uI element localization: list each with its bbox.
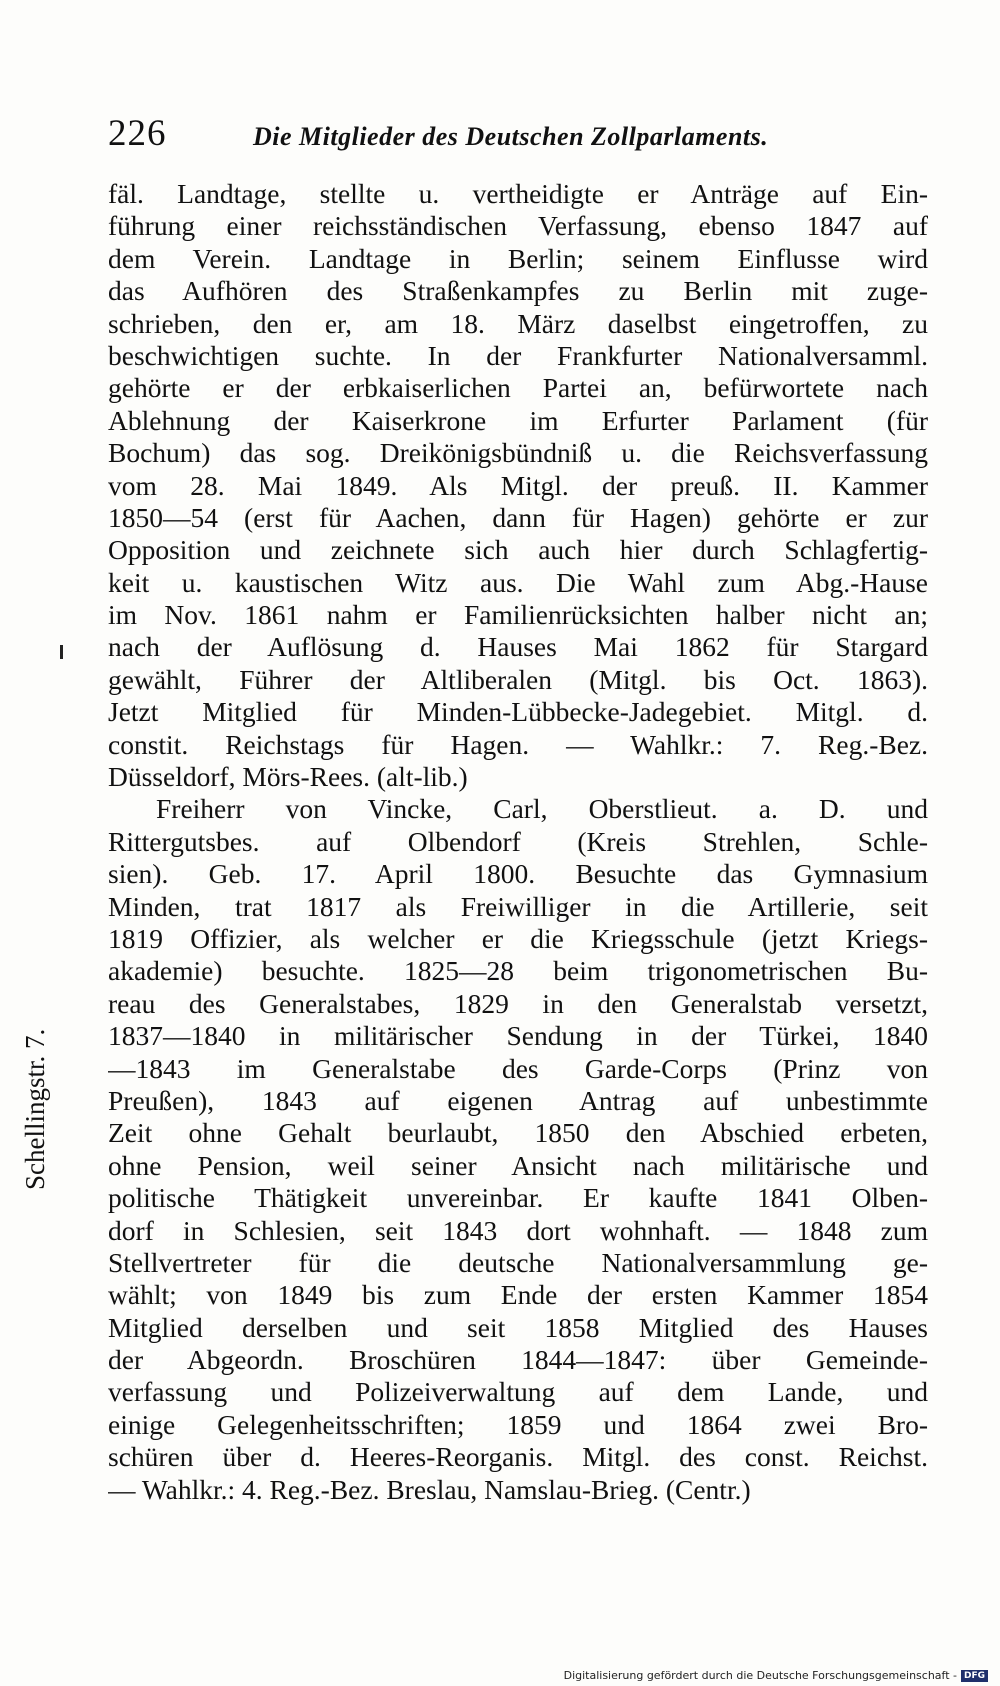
text-line: Zeit ohne Gehalt beurlaubt, 1850 den Abschied erbeten, bbox=[108, 1117, 928, 1149]
body-text bbox=[108, 178, 928, 1506]
text-line: — Wahlkr.: 4. Reg.-Bez. Breslau, Namslau-Brieg. (Centr.) bbox=[108, 1473, 751, 1505]
text-line: Minden, trat 1817 als Freiwilliger in die Artillerie, seit bbox=[108, 890, 928, 922]
page-number: 226 bbox=[108, 113, 167, 154]
text-line: 1837—1840 in militärischer Sendung in der Türkei, 1840 bbox=[108, 1020, 928, 1052]
running-head: Die Mitglieder des Deutschen Zollparlaments. bbox=[253, 122, 769, 151]
footer-text: Digitalisierung gefördert durch die Deutsche Forschungsgemeinschaft - bbox=[563, 1669, 957, 1682]
text-line: schüren über d. Heeres-Reorganis. Mitgl. des const. Reichst. bbox=[108, 1441, 928, 1473]
text-line: das Aufhören des Straßenkampfes zu Berlin mit zuge- bbox=[108, 275, 928, 307]
text-line: Düsseldorf, Mörs-Rees. (alt-lib.) bbox=[108, 761, 468, 793]
text-line: Rittergutsbes. auf Olbendorf (Kreis Strehlen, Schle- bbox=[108, 825, 928, 857]
text-line: constit. Reichstags für Hagen. — Wahlkr.: 7. Reg.-Bez. bbox=[108, 728, 928, 760]
text-line: 1819 Offizier, als welcher er die Kriegsschule (jetzt Kriegs- bbox=[108, 922, 928, 954]
text-line: fäl. Landtage, stellte u. vertheidigte er Anträge auf Ein- bbox=[108, 178, 928, 209]
text-line: ohne Pension, weil seiner Ansicht nach militärische und bbox=[108, 1149, 928, 1181]
text-line: Bochum) das sog. Dreikönigsbündniß u. die Reichsverfassung bbox=[108, 437, 928, 469]
digitization-footer bbox=[564, 1669, 988, 1682]
text-line: führung einer reichsständischen Verfassung, ebenso 1847 auf bbox=[108, 210, 928, 242]
text-line: der Abgeordn. Broschüren 1844—1847: über Gemeinde- bbox=[108, 1344, 928, 1376]
margin-note: Schellingstr. 7. bbox=[20, 1028, 50, 1190]
text-line: im Nov. 1861 nahm er Familienrücksichten halber nicht an; bbox=[108, 599, 928, 631]
text-line: dem Verein. Landtage in Berlin; seinem Einflusse wird bbox=[108, 242, 928, 274]
text-line: Mitglied derselben und seit 1858 Mitglied des Hauses bbox=[108, 1311, 928, 1343]
text-line: beschwichtigen suchte. In der Frankfurter Nationalversamml. bbox=[108, 339, 928, 371]
text-line: keit u. kaustischen Witz aus. Die Wahl zum Abg.-Hause bbox=[108, 566, 928, 598]
text-line: wählt; von 1849 bis zum Ende der ersten Kammer 1854 bbox=[108, 1279, 928, 1311]
entry-heading-line: Freiherr von Vincke, Carl, Oberstlieut. a. D. und bbox=[156, 793, 928, 825]
text-line: Ablehnung der Kaiserkrone im Erfurter Parlament (für bbox=[108, 404, 928, 436]
text-line: dorf in Schlesien, seit 1843 dort wohnhaft. — 1848 zum bbox=[108, 1214, 928, 1246]
text-line: verfassung und Polizeiverwaltung auf dem Lande, und bbox=[108, 1376, 928, 1408]
text-line: akademie) besuchte. 1825—28 beim trigonometrischen Bu- bbox=[108, 955, 928, 987]
text-line: Preußen), 1843 auf eigenen Antrag auf unbestimmte bbox=[108, 1084, 928, 1116]
margin-tick-mark bbox=[60, 645, 63, 659]
text-line: Jetzt Mitglied für Minden-Lübbecke-Jadegebiet. Mitgl. d. bbox=[108, 696, 928, 728]
text-line: gehörte er der erbkaiserlichen Partei an, befürwortete nach bbox=[108, 372, 928, 404]
text-line: politische Thätigkeit unvereinbar. Er kaufte 1841 Olben- bbox=[108, 1182, 928, 1214]
text-line: schrieben, den er, am 18. März daselbst eingetroffen, zu bbox=[108, 307, 928, 339]
text-line: —1843 im Generalstabe des Garde-Corps (Prinz von bbox=[108, 1052, 928, 1084]
page-header bbox=[108, 112, 928, 160]
text-line: reau des Generalstabes, 1829 in den Generalstab versetzt, bbox=[108, 987, 928, 1019]
text-line: 1850—54 (erst für Aachen, dann für Hagen) gehörte er zur bbox=[108, 501, 928, 533]
text-line: einige Gelegenheitsschriften; 1859 und 1864 zwei Bro- bbox=[108, 1408, 928, 1440]
text-line: gewählt, Führer der Altliberalen (Mitgl. bis Oct. 1863). bbox=[108, 663, 928, 695]
text-line: vom 28. Mai 1849. Als Mitgl. der preuß. II. Kammer bbox=[108, 469, 928, 501]
text-line: Opposition und zeichnete sich auch hier durch Schlagfertig- bbox=[108, 534, 928, 566]
dfg-logo-icon: DFG bbox=[961, 1670, 988, 1682]
text-line: sien). Geb. 17. April 1800. Besuchte das Gymnasium bbox=[108, 858, 928, 890]
text-line: Stellvertreter für die deutsche Nationalversammlung ge- bbox=[108, 1246, 928, 1278]
text-line: nach der Auflösung d. Hauses Mai 1862 für Stargard bbox=[108, 631, 928, 663]
